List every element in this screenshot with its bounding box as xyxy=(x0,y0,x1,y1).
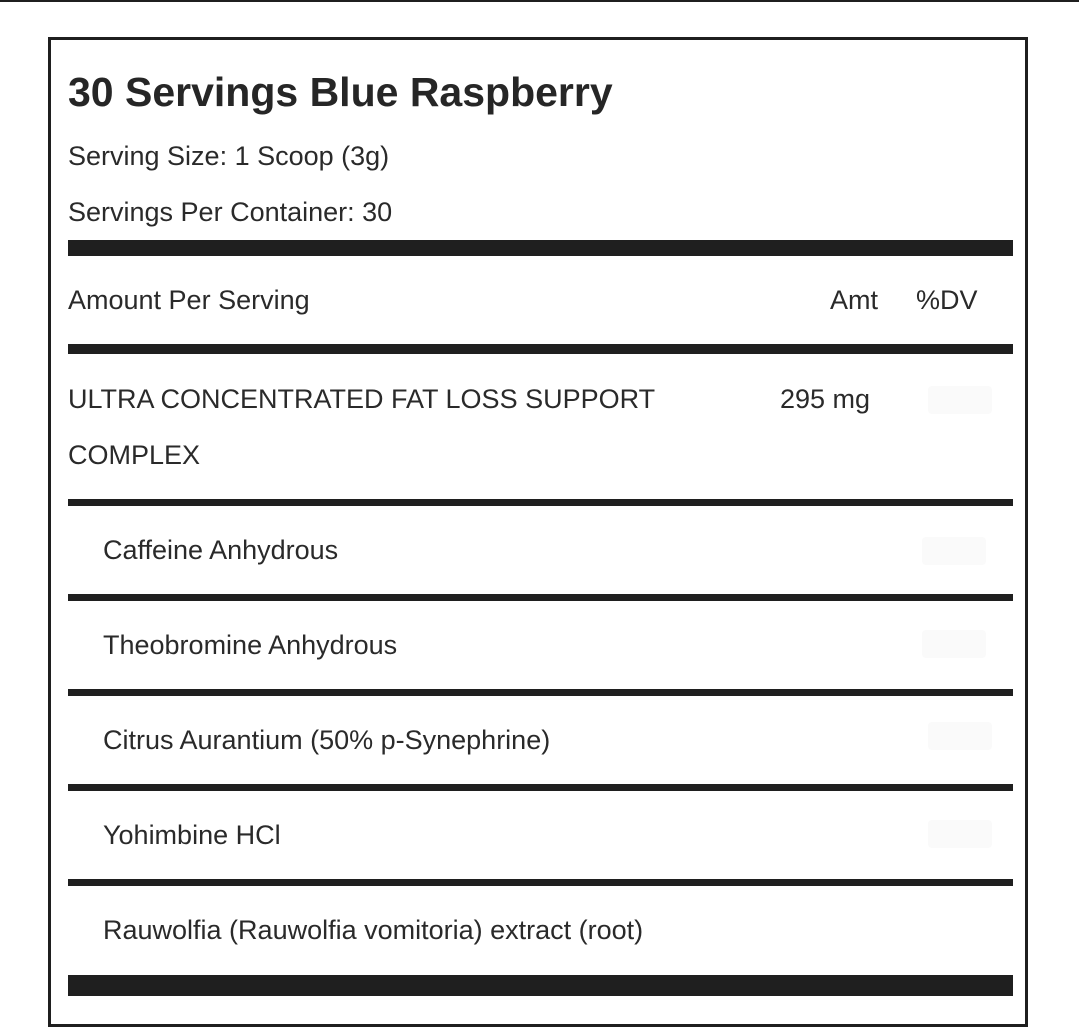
ingredient-dv-blank xyxy=(922,630,986,658)
amt-column-header: Amt xyxy=(830,285,879,315)
row-divider xyxy=(68,689,1013,696)
row-divider xyxy=(68,499,1013,506)
ingredient-rauwolfia: Rauwolfia (Rauwolfia vomitoria) extract (root) xyxy=(103,915,644,945)
ingredient-caffeine: Caffeine Anhydrous xyxy=(103,535,339,565)
amount-per-serving-header: Amount Per Serving xyxy=(68,285,310,315)
row-divider xyxy=(68,594,1013,601)
label-title: 30 Servings Blue Raspberry xyxy=(68,69,613,115)
ingredient-dv-blank xyxy=(922,537,986,565)
row-divider xyxy=(68,784,1013,791)
blend-name: ULTRA CONCENTRATED FAT LOSS SUPPORT COMPLEX xyxy=(68,384,655,470)
bottom-thick-divider xyxy=(68,975,1013,996)
header-divider xyxy=(68,344,1013,354)
ingredient-dv-blank xyxy=(928,722,992,750)
blend-dv-blank xyxy=(928,386,992,414)
servings-per-container: Servings Per Container: 30 xyxy=(68,197,393,227)
serving-size: Serving Size: 1 Scoop (3g) xyxy=(68,141,390,171)
blend-amount: 295 mg xyxy=(780,384,871,414)
row-divider xyxy=(68,879,1013,886)
dv-column-header: %DV xyxy=(916,285,978,315)
ingredient-yohimbine: Yohimbine HCl xyxy=(103,820,281,850)
top-divider xyxy=(0,0,1079,2)
ingredient-theobromine: Theobromine Anhydrous xyxy=(103,630,398,660)
thick-divider xyxy=(68,240,1013,256)
ingredient-dv-blank xyxy=(928,820,992,848)
ingredient-citrus-aurantium: Citrus Aurantium (50% p-Synephrine) xyxy=(103,725,551,755)
